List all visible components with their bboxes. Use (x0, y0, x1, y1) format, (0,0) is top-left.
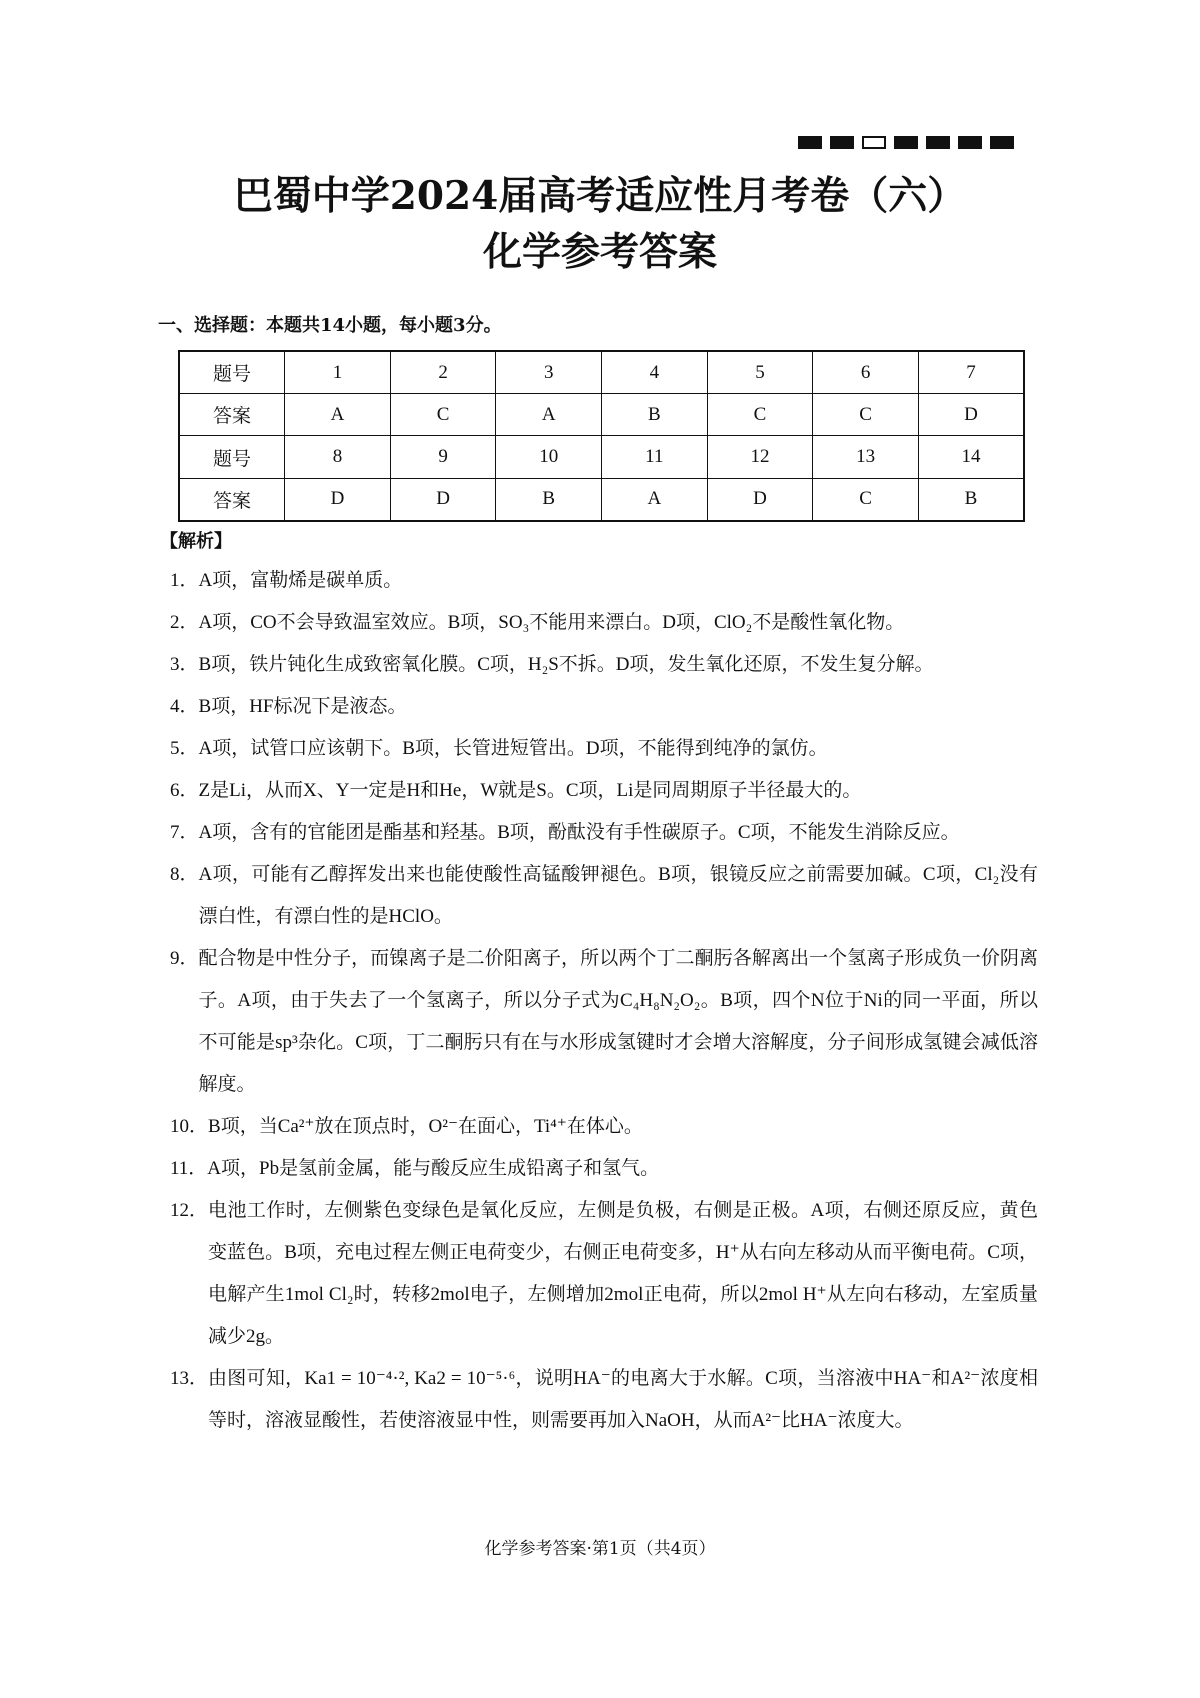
item-text: A项，Pb是氢前金属，能与酸反应生成铅离子和氢气。 (207, 1158, 660, 1179)
analysis-list (170, 560, 1038, 1442)
exam-title: 巴蜀中学2024届高考适应性月考卷（六） (233, 173, 967, 219)
table-cell: A (496, 394, 602, 436)
table-cell: 12 (707, 436, 813, 478)
table-cell: B (496, 478, 602, 521)
table-row (179, 351, 1024, 394)
table-cell: 7 (918, 351, 1024, 394)
analysis-item (170, 602, 1038, 644)
header-marks (798, 136, 1014, 149)
table-cell: 11 (602, 436, 708, 478)
item-text: A项，含有的官能团是酯基和羟基。B项，酚酞没有手性碳原子。C项，不能发生消除反应。 (198, 822, 960, 843)
analysis-item (170, 686, 1038, 728)
item-number: 2． (170, 612, 199, 633)
table-cell: 9 (390, 436, 496, 478)
analysis-item (170, 1106, 1038, 1148)
analysis-item (170, 854, 1038, 938)
item-number: 3． (170, 654, 199, 675)
item-number: 4． (170, 696, 199, 717)
table-cell: 6 (813, 351, 919, 394)
page-footer: 化学参考答案·第1页（共4页） (484, 1539, 716, 1559)
table-cell: 2 (390, 351, 496, 394)
row-header-cell: 题号 (179, 436, 285, 478)
table-cell: 1 (285, 351, 391, 394)
header-mark (862, 136, 886, 149)
section-heading: 一、选择题：本题共14小题，每小题3分。 (158, 315, 502, 336)
table-cell: B (602, 394, 708, 436)
analysis-item (170, 1148, 1038, 1190)
header-mark (990, 136, 1014, 149)
item-number: 11． (170, 1158, 208, 1179)
table-cell: 10 (496, 436, 602, 478)
item-text: 由图可知，Ka1 = 10⁻⁴·², Ka2 = 10⁻⁵·⁶，说明HA⁻的电离大于水解。C项，当溶液中HA⁻和A²⁻浓度相等时，溶液显酸性，若使溶液显中性，则需要再加入NaOH，从而A²⁻比HA⁻浓度大。 (208, 1368, 1038, 1431)
header-mark (894, 136, 918, 149)
analysis-item (170, 1358, 1038, 1442)
table-cell: 8 (285, 436, 391, 478)
item-number: 12． (170, 1200, 209, 1221)
analysis-heading: 【解析】 (160, 531, 232, 552)
header-mark (830, 136, 854, 149)
header-mark (926, 136, 950, 149)
table-cell: 3 (496, 351, 602, 394)
analysis-item (170, 644, 1038, 686)
analysis-item (170, 812, 1038, 854)
table-cell: 4 (602, 351, 708, 394)
item-number: 10． (170, 1116, 209, 1137)
answer-table (178, 350, 1025, 522)
table-cell: A (602, 478, 708, 521)
table-cell: D (390, 478, 496, 521)
table-row (179, 394, 1024, 436)
item-number: 1． (170, 570, 199, 591)
item-text: A项，可能有乙醇挥发出来也能使酸性高锰酸钾褪色。B项，银镜反应之前需要加碱。C项，Cl₂没有漂白性，有漂白性的是HClO。 (198, 864, 1038, 927)
item-number: 8． (170, 864, 199, 885)
table-cell: C (707, 394, 813, 436)
table-cell: 13 (813, 436, 919, 478)
item-text: 电池工作时，左侧紫色变绿色是氧化反应，左侧是负极，右侧是正极。A项，右侧还原反应，黄色变蓝色。B项，充电过程左侧正电荷变少，右侧正电荷变多，H⁺从右向左移动从而平衡电荷。C项，电解产生1mol Cl₂时，转移2mol电子，左侧增加2mol正电荷，所以2mol H⁺从左向右移动，左室质量减少2g。 (208, 1200, 1038, 1347)
row-header-cell: 答案 (179, 394, 285, 436)
table-cell: D (707, 478, 813, 521)
item-number: 5． (170, 738, 199, 759)
item-text: A项，CO不会导致温室效应。B项，SO₃不能用来漂白。D项，ClO₂不是酸性氧化物。 (198, 612, 905, 633)
item-text: B项，铁片钝化生成致密氧化膜。C项，H₂S不拆。D项，发生氧化还原，不发生复分解。 (198, 654, 934, 675)
analysis-item (170, 728, 1038, 770)
item-text: 配合物是中性分子，而镍离子是二价阳离子，所以两个丁二酮肟各解离出一个氢离子形成负一价阴离子。A项，由于失去了一个氢离子，所以分子式为C₄H₈N₂O₂。B项，四个N位于Ni的同一平面，所以不可能是sp³杂化。C项，丁二酮肟只有在与水形成氢键时才会增大溶解度，分子间形成氢键会减低溶解度。 (198, 948, 1038, 1095)
table-cell: C (390, 394, 496, 436)
item-number: 9． (170, 948, 199, 969)
item-number: 6． (170, 780, 199, 801)
analysis-item (170, 560, 1038, 602)
table-cell: A (285, 394, 391, 436)
table-cell: B (918, 478, 1024, 521)
item-text: A项，富勒烯是碳单质。 (198, 570, 403, 591)
analysis-item (170, 1190, 1038, 1358)
exam-subtitle: 化学参考答案 (482, 229, 717, 275)
table-cell: C (813, 394, 919, 436)
table-cell: C (813, 478, 919, 521)
table-cell: D (918, 394, 1024, 436)
item-text: A项，试管口应该朝下。B项，长管进短管出。D项，不能得到纯净的氯仿。 (198, 738, 828, 759)
item-text: B项，当Ca²⁺放在顶点时，O²⁻在面心，Ti⁴⁺在体心。 (208, 1116, 643, 1137)
item-text: B项，HF标况下是液态。 (198, 696, 407, 717)
analysis-item (170, 770, 1038, 812)
item-text: Z是Li，从而X、Y一定是H和He，W就是S。C项，Li是同周期原子半径最大的。 (198, 780, 862, 801)
table-cell: 5 (707, 351, 813, 394)
row-header-cell: 题号 (179, 351, 285, 394)
header-mark (798, 136, 822, 149)
table-row (179, 436, 1024, 478)
row-header-cell: 答案 (179, 478, 285, 521)
header-mark (958, 136, 982, 149)
table-row (179, 478, 1024, 521)
table-cell: D (285, 478, 391, 521)
table-cell: 14 (918, 436, 1024, 478)
analysis-item (170, 938, 1038, 1106)
item-number: 13． (170, 1368, 209, 1389)
item-number: 7． (170, 822, 199, 843)
